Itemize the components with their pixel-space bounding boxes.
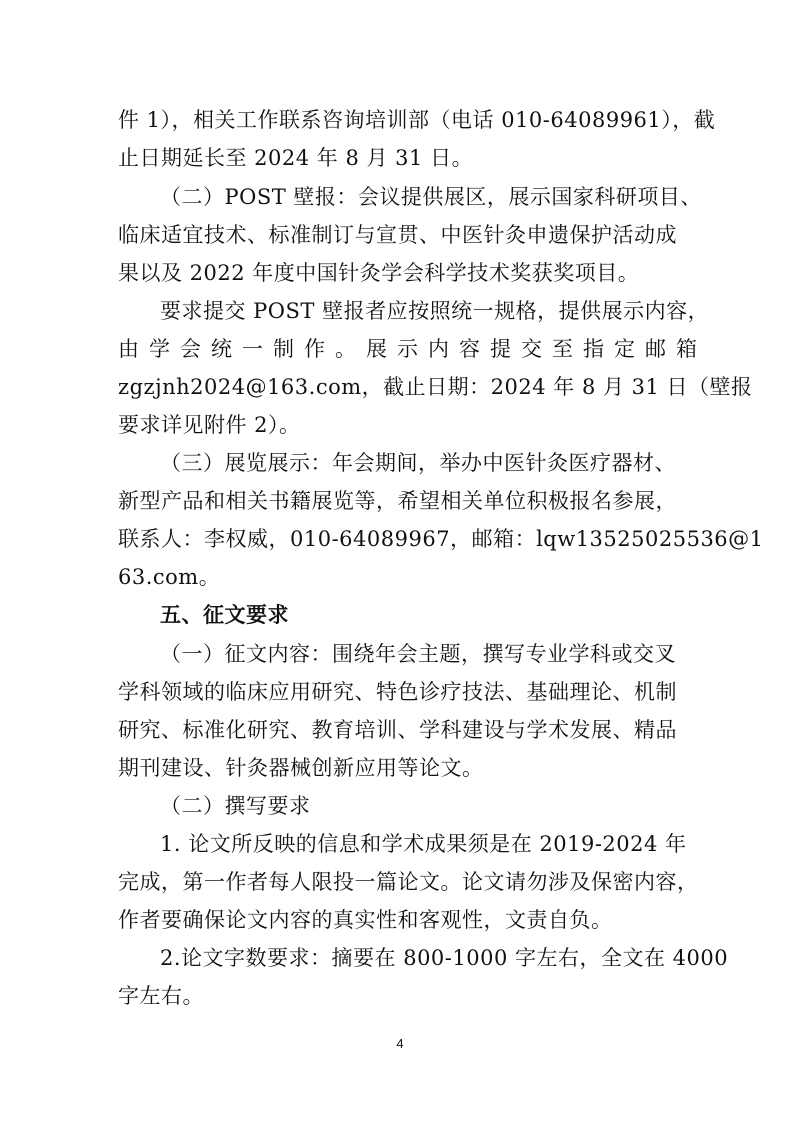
page-number: 4 <box>396 1036 404 1051</box>
text-line: 学科领域的临床应用研究、特色诊疗技法、基础理论、机制 <box>118 680 677 704</box>
text-line: 临床适宜技术、标准制订与宣贯、中医针灸申遗保护活动成 <box>118 223 677 247</box>
text-line: 作者要确保论文内容的真实性和客观性，文责自负。 <box>118 908 613 932</box>
text-line: 要求详见附件 2）。 <box>118 413 301 437</box>
text-line: 新型产品和相关书籍展览等，希望相关单位积极报名参展， <box>118 489 677 513</box>
text-line: 完成，第一作者每人限投一篇论文。论文请勿涉及保密内容， <box>118 870 699 894</box>
text-line: 要求提交 POST 壁报者应按照统一规格，提供展示内容， <box>160 299 710 323</box>
text-line: （一）征文内容：围绕年会主题，撰写专业学科或交叉 <box>160 642 676 666</box>
text-line: 件 1），相关工作联系咨询培训部（电话 010-64089961），截 <box>118 108 716 132</box>
text-line: 2.论文字数要求：摘要在 800-1000 字左右，全文在 4000 <box>160 946 729 970</box>
text-line: 止日期延长至 2024 年 8 月 31 日。 <box>118 146 474 170</box>
text-line: （二）POST 壁报：会议提供展区，展示国家科研项目、 <box>160 185 702 209</box>
text-line: 期刊建设、针灸器械创新应用等论文。 <box>118 756 484 780</box>
text-line: 联系人：李权威，010-64089967，邮箱：lqw13525025536@1 <box>118 527 764 551</box>
section-heading: 五、征文要求 <box>160 603 289 627</box>
subheading: （二）撰写要求 <box>160 794 311 818</box>
text-line: 1. 论文所反映的信息和学术成果须是在 2019-2024 年 <box>160 832 687 856</box>
text-line: 果以及 2022 年度中国针灸学会科学技术奖获奖项目。 <box>118 261 640 285</box>
text-line: 由学会统一制作。展示内容提交至指定邮箱 <box>118 337 707 361</box>
text-line: 63.com。 <box>118 565 221 589</box>
text-line: （三）展览展示：年会期间，举办中医针灸医疗器材、 <box>160 451 676 475</box>
text-line: 字左右。 <box>118 984 204 1008</box>
text-line: zgzjnh2024@163.com，截止日期：2024 年 8 月 31 日（壁报 <box>118 375 753 399</box>
text-line: 研究、标准化研究、教育培训、学科建设与学术发展、精品 <box>118 718 677 742</box>
